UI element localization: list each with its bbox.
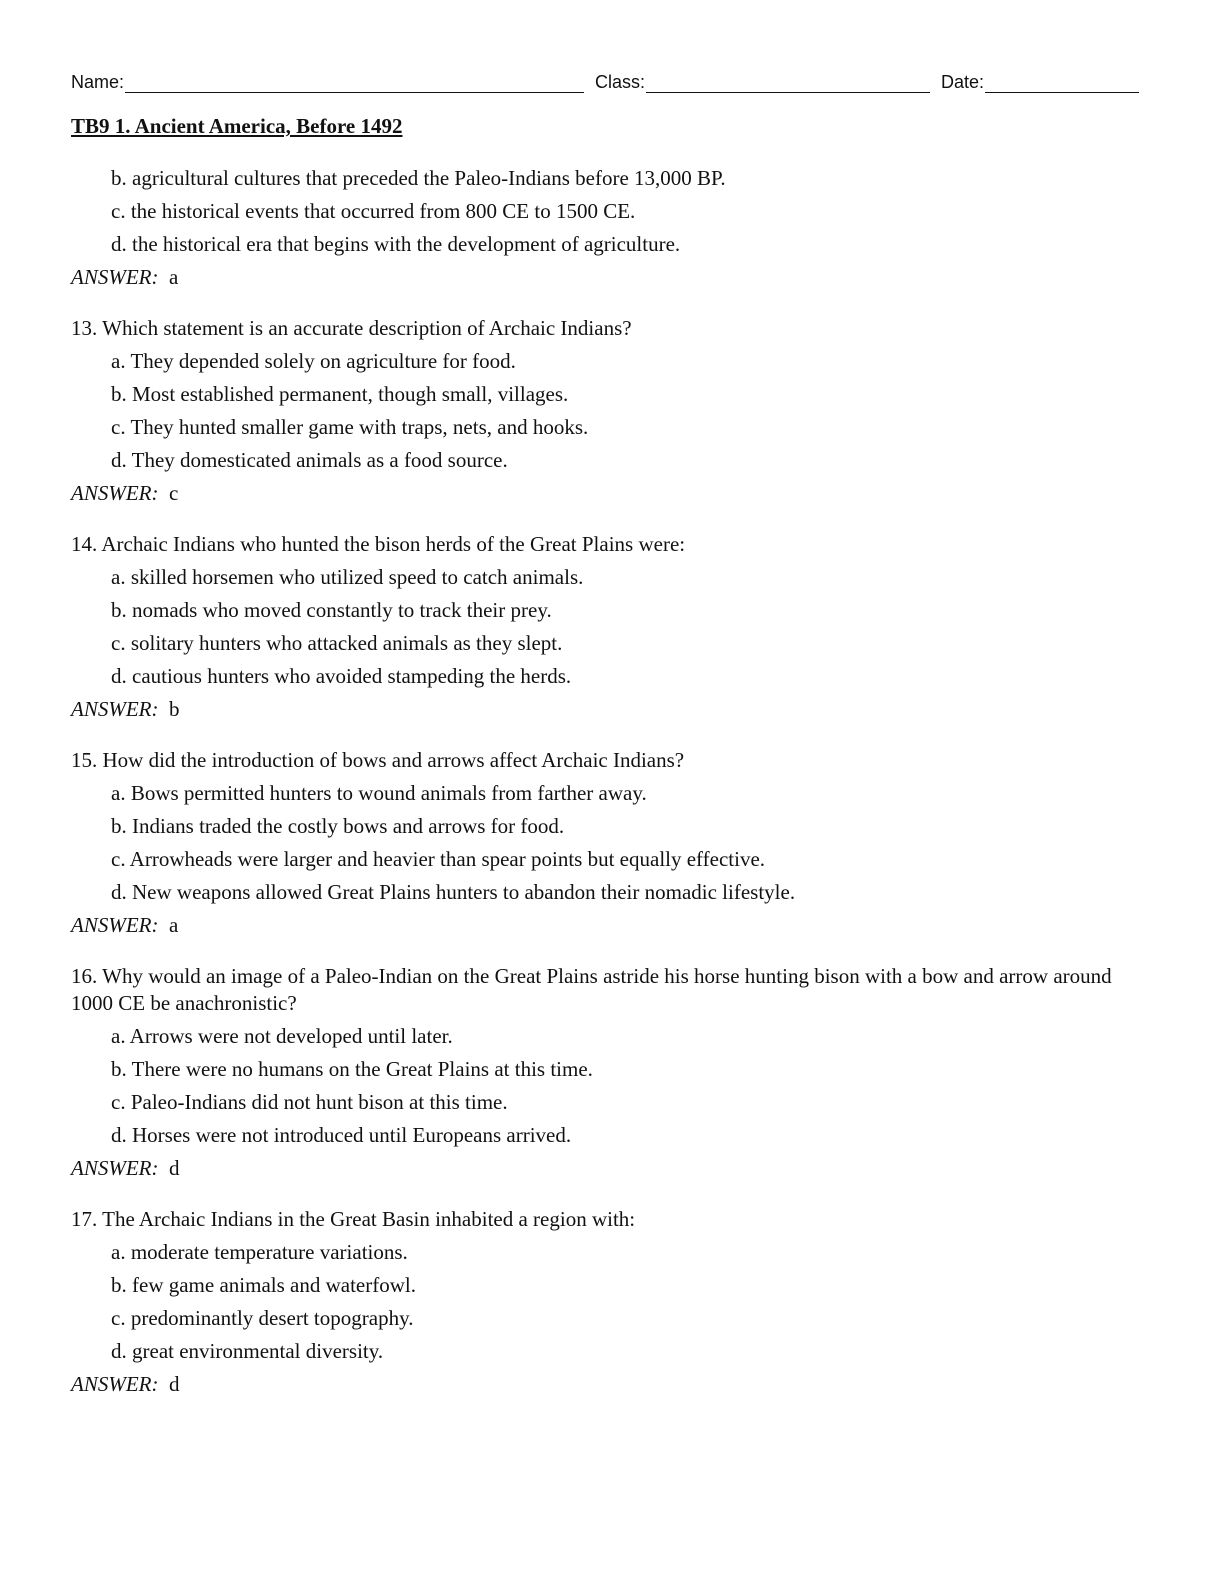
date-label: Date: — [941, 72, 985, 92]
answer-label: ANSWER: — [71, 1372, 159, 1396]
answer-value: d — [168, 1156, 180, 1180]
option: b. nomads who moved constantly to track their prey. — [111, 598, 552, 622]
option: a. Arrows were not developed until later. — [111, 1024, 453, 1048]
question-content — [71, 162, 1131, 1401]
option: c. Paleo-Indians did not hunt bison at this time. — [111, 1090, 508, 1114]
question-17 — [71, 1206, 1131, 1401]
option: d. great environmental diversity. — [111, 1339, 384, 1363]
option: b. Indians traded the costly bows and arrows for food. — [111, 814, 565, 838]
question-16 — [71, 963, 1131, 1185]
option: a. They depended solely on agriculture for food. — [111, 349, 516, 373]
name-field — [71, 72, 584, 93]
class-field — [595, 72, 930, 93]
answer-value: b — [168, 697, 180, 721]
answer-label: ANSWER: — [71, 1156, 159, 1180]
question-14 — [71, 531, 1131, 726]
question-text: 16. Why would an image of a Paleo-Indian on the Great Plains astride his horse hunting bison with a bow and arrow around 1000 CE be anachronistic? — [71, 964, 1112, 1015]
answer-value: a — [168, 913, 179, 937]
option: b. Most established permanent, though small, villages. — [111, 382, 569, 406]
option: b. There were no humans on the Great Plains at this time. — [111, 1057, 593, 1081]
option: c. Arrowheads were larger and heavier than spear points but equally effective. — [111, 847, 766, 871]
name-label: Name: — [71, 72, 125, 92]
document-page — [71, 70, 1151, 1396]
answer-line — [71, 261, 1131, 294]
question-13 — [71, 315, 1131, 510]
name-line[interactable] — [125, 72, 584, 93]
answer-label: ANSWER: — [71, 913, 159, 937]
question-text: 13. Which statement is an accurate description of Archaic Indians? — [71, 316, 632, 340]
date-field — [941, 72, 1139, 93]
option: c. They hunted smaller game with traps, nets, and hooks. — [111, 415, 589, 439]
answer-label: ANSWER: — [71, 697, 159, 721]
answer-label: ANSWER: — [71, 481, 159, 505]
option: d. They domesticated animals as a food source. — [111, 448, 508, 472]
option: c. solitary hunters who attacked animals as they slept. — [111, 631, 563, 655]
option: d. New weapons allowed Great Plains hunters to abandon their nomadic lifestyle. — [111, 880, 796, 904]
date-line[interactable] — [985, 72, 1139, 93]
option: a. skilled horsemen who utilized speed to catch animals. — [111, 565, 584, 589]
option: d. cautious hunters who avoided stampeding the herds. — [111, 664, 572, 688]
option: d. the historical era that begins with the development of agriculture. — [111, 232, 681, 256]
class-label: Class: — [595, 72, 646, 92]
answer-value: c — [168, 481, 179, 505]
answer-value: a — [168, 265, 179, 289]
option: b. few game animals and waterfowl. — [111, 1273, 416, 1297]
answer-line — [71, 477, 1131, 510]
question-text: 15. How did the introduction of bows and arrows affect Archaic Indians? — [71, 748, 685, 772]
question-text: 14. Archaic Indians who hunted the bison herds of the Great Plains were: — [71, 532, 686, 556]
continued-question — [71, 162, 1131, 294]
answer-line — [71, 693, 1131, 726]
question-15 — [71, 747, 1131, 942]
option: c. predominantly desert topography. — [111, 1306, 414, 1330]
option: c. the historical events that occurred from 800 CE to 1500 CE. — [111, 199, 636, 223]
option: a. Bows permitted hunters to wound animals from farther away. — [111, 781, 647, 805]
answer-value: d — [168, 1372, 180, 1396]
answer-line — [71, 909, 1131, 942]
question-text: 17. The Archaic Indians in the Great Basin inhabited a region with: — [71, 1207, 636, 1231]
option: d. Horses were not introduced until Europeans arrived. — [111, 1123, 572, 1147]
answer-line — [71, 1368, 1131, 1401]
answer-line — [71, 1152, 1131, 1185]
option: a. moderate temperature variations. — [111, 1240, 408, 1264]
page-title: TB9 1. Ancient America, Before 1492 — [71, 114, 403, 138]
header-row — [71, 70, 1151, 98]
class-line[interactable] — [646, 72, 930, 93]
option: b. agricultural cultures that preceded the Paleo-Indians before 13,000 BP. — [111, 166, 726, 190]
answer-label: ANSWER: — [71, 265, 159, 289]
